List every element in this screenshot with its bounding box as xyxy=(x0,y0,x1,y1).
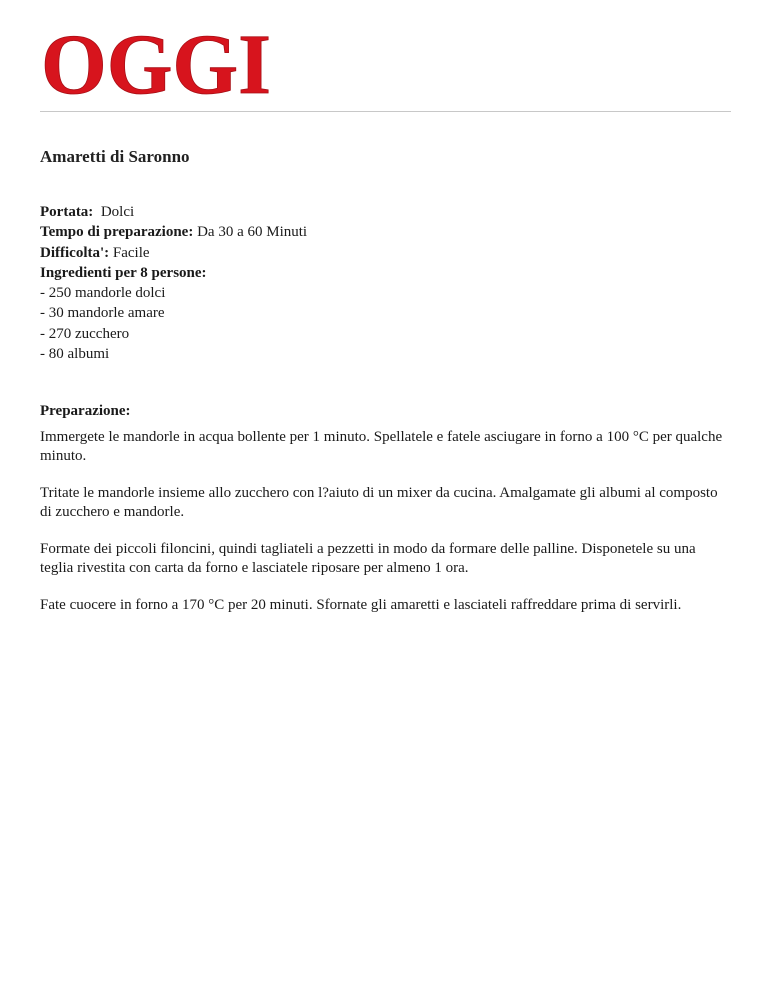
portata-row xyxy=(40,202,307,222)
ingredient-item: - 30 mandorle amare xyxy=(40,305,165,322)
ingredienti-label: Ingredienti per 8 persone: xyxy=(40,264,207,281)
tempo-label: Tempo di preparazione: xyxy=(40,224,194,241)
preparazione-body xyxy=(40,428,730,633)
ingredient-item: - 80 albumi xyxy=(40,346,110,363)
preparation-step: Formate dei piccoli filoncini, quindi tagliateli a pezzetti in modo da formare delle palline. Disponetele su una teglia rivestita con carta da forno e lasciatele riposare per almeno 1 ora. xyxy=(40,541,696,576)
preparazione-heading: Preparazione: xyxy=(40,403,131,419)
tempo-value: Da 30 a 60 Minuti xyxy=(197,224,308,241)
recipe-title: Amaretti di Saronno xyxy=(40,147,190,166)
oggi-logo-graphic xyxy=(40,30,272,98)
difficolta-label: Difficolta': xyxy=(40,244,110,261)
preparation-step: Immergete le mandorle in acqua bollente per 1 minuto. Spellatele e fatele asciugare in forno a 100 °C per qualche minuto. xyxy=(40,429,723,464)
preparation-step: Tritate le mandorle insieme allo zucchero con l?aiuto di un mixer da cucina. Amalgamate gli albumi al composto di zucchero e mandorle. xyxy=(40,485,718,520)
ingredient-item: - 250 mandorle dolci xyxy=(40,285,166,302)
ingredienti-row xyxy=(40,263,307,283)
recipe-meta xyxy=(40,202,307,364)
preparation-step: Fate cuocere in forno a 170 °C per 20 minuti. Sfornate gli amaretti e lasciateli raffreddare prima di servirli. xyxy=(40,597,682,613)
logo-text: OGGI xyxy=(41,30,271,98)
portata-value: Dolci xyxy=(100,204,135,220)
difficolta-value: Facile xyxy=(112,244,150,261)
oggi-logo xyxy=(40,30,272,98)
tempo-row xyxy=(40,222,307,242)
difficolta-row xyxy=(40,243,307,263)
header-divider xyxy=(40,111,731,112)
ingredient-item: - 270 zucchero xyxy=(40,325,130,342)
portata-label: Portata: xyxy=(40,204,94,220)
